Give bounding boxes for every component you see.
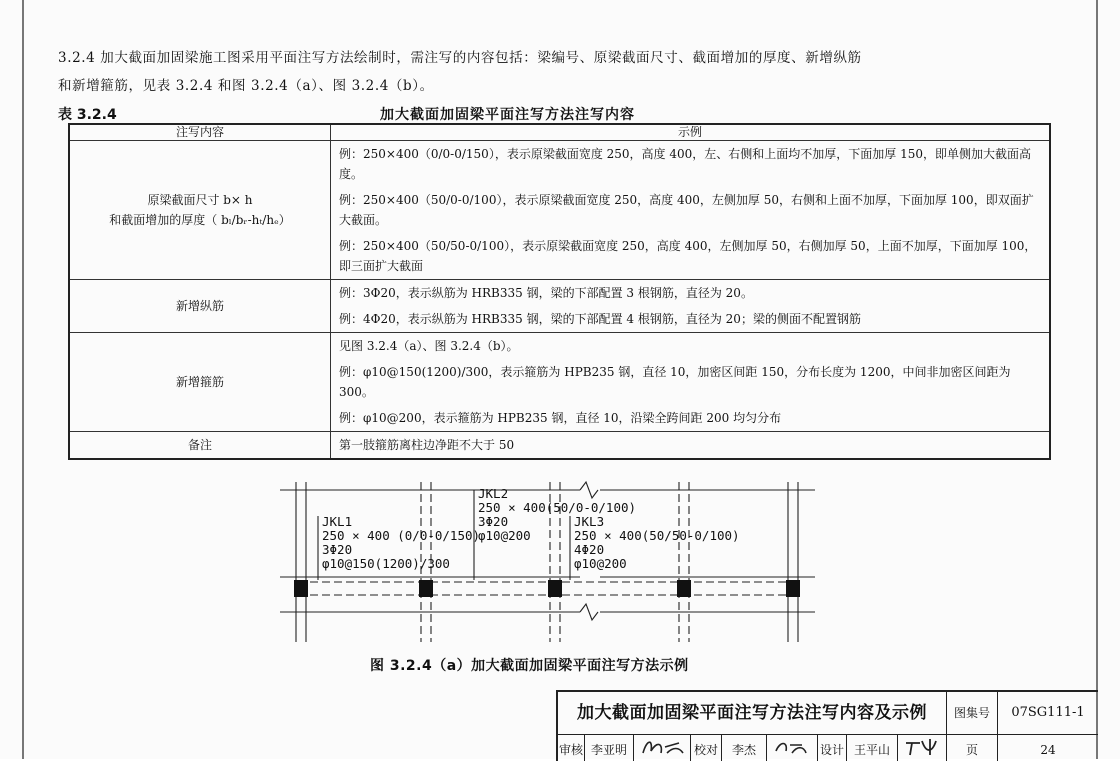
row-examples [331,141,1051,280]
beam-plan-figure [270,472,850,648]
row-label-longitudinal: 新增纵筋 [69,280,331,333]
review-label: 审核 [558,735,585,761]
review-name: 李亚明 [585,735,634,761]
atlas-number-value: 07SG111-1 [998,692,1098,735]
jkl2-stirrup: φ10@200 [478,528,531,543]
jkl2-name: JKL2 [478,486,509,501]
example-text: 例：φ10@200，表示箍筋为 HPB235 钢，直径 10，沿梁全跨间距 200 均匀分布 [339,411,782,425]
column-square [786,580,800,597]
example-text: 第一肢箍筋离柱边净距不大于 50 [339,438,515,452]
review-signature [634,735,691,761]
beam-annotations [322,486,740,571]
table-title: 加大截面加固梁平面注写方法注写内容 [380,107,635,123]
jkl3-stirrup: φ10@200 [574,556,627,571]
jkl2-section: 250 × 400(50/0-0/100) [478,500,637,515]
jkl1-section: 250 × 400 (0/0-0/150) [322,528,481,543]
table-row [69,333,1050,432]
row-examples [331,432,1051,460]
label-line: 原梁截面尺寸 b× h [147,193,253,207]
page-label: 页 [947,735,998,761]
example-text: 例：3Φ20，表示纵筋为 HRB335 钢，梁的下部配置 3 根钢筋，直径为 20。 [339,286,753,300]
column-square [294,580,308,597]
column-square [419,580,433,597]
jkl3-name: JKL3 [574,514,605,529]
design-label: 设计 [818,735,847,761]
column-square [548,580,562,597]
frame-left-border [22,0,24,759]
jkl2-rebar: 3Φ20 [478,514,509,529]
label-line: 和截面增加的厚度（ bₗ/bᵣ-hₜ/hₑ） [109,213,291,227]
column-square [677,580,691,597]
check-signature [767,735,818,761]
jkl3-section: 250 × 400(50/50-0/100) [574,528,740,543]
example-text: 见图 3.2.4（a）、图 3.2.4（b）。 [339,339,519,353]
figure-caption: 图 3.2.4（a）加大截面加固梁平面注写方法示例 [370,658,689,674]
jkl3-rebar: 4Φ20 [574,542,605,557]
table-row [69,432,1050,460]
check-label: 校对 [691,735,722,761]
jkl1-rebar: 3Φ20 [322,542,353,557]
example-text: 例：250×400（50/50-0/100），表示原梁截面宽度 250，高度 400，左侧加厚 50，右侧加厚 50，上面不加厚，下面加厚 100，即三面扩大截面 [339,239,1037,273]
atlas-number-label: 图集号 [947,692,998,735]
check-name: 李杰 [722,735,767,761]
table-row [69,280,1050,333]
annotation-table [68,123,1051,460]
page-number: 24 [1040,743,1056,757]
intro-paragraph [58,44,1078,100]
title-block [556,690,1098,761]
example-text: 例：4Φ20，表示纵筋为 HRB335 钢，梁的下部配置 4 根钢筋，直径为 20；梁的侧面不配置钢筋 [339,312,861,326]
header-content: 注写内容 [69,124,331,141]
jkl1-name: JKL1 [322,514,353,529]
design-name: 王平山 [847,735,898,761]
jkl1-stirrup: φ10@150(1200)/300 [322,556,450,571]
table-number: 表 3.2.4 [58,107,117,123]
example-text: 例：250×400（0/0-0/150），表示原梁截面宽度 250，高度 400，左、右侧和上面均不加厚，下面加厚 150，即单侧加大截面高度。 [339,147,1031,181]
table-row [69,141,1050,280]
example-text: 例：φ10@150(1200)/300，表示箍筋为 HPB235 钢，直径 10，加密区间距 150，分布长度为 1200，中间非加密区间距为 300。 [339,365,1011,399]
row-examples [331,333,1051,432]
intro-line-1: 3.2.4 加大截面加固梁施工图采用平面注写方法绘制时，需注写的内容包括：梁编号、原梁截面尺寸、截面增加的厚度、新增纵筋 [58,50,862,66]
frame-right-border [1096,0,1098,759]
row-label-section-size [69,141,331,280]
intro-line-2: 和新增箍筋，见表 3.2.4 和图 3.2.4（a）、图 3.2.4（b）。 [58,78,434,94]
row-label-remark: 备注 [69,432,331,460]
signature-row [558,735,1098,761]
title-block-title: 加大截面加固梁平面注写方法注写内容及示例 [558,692,947,735]
table-header-row [69,124,1050,141]
header-example: 示例 [331,124,1051,141]
row-examples [331,280,1051,333]
example-text: 例：250×400（50/0-0/100），表示原梁截面宽度 250，高度 400，左侧加厚 50，右侧和上面不加厚，下面加厚 100，即双面扩大截面。 [339,193,1034,227]
design-signature [898,735,947,761]
row-label-stirrups: 新增箍筋 [69,333,331,432]
